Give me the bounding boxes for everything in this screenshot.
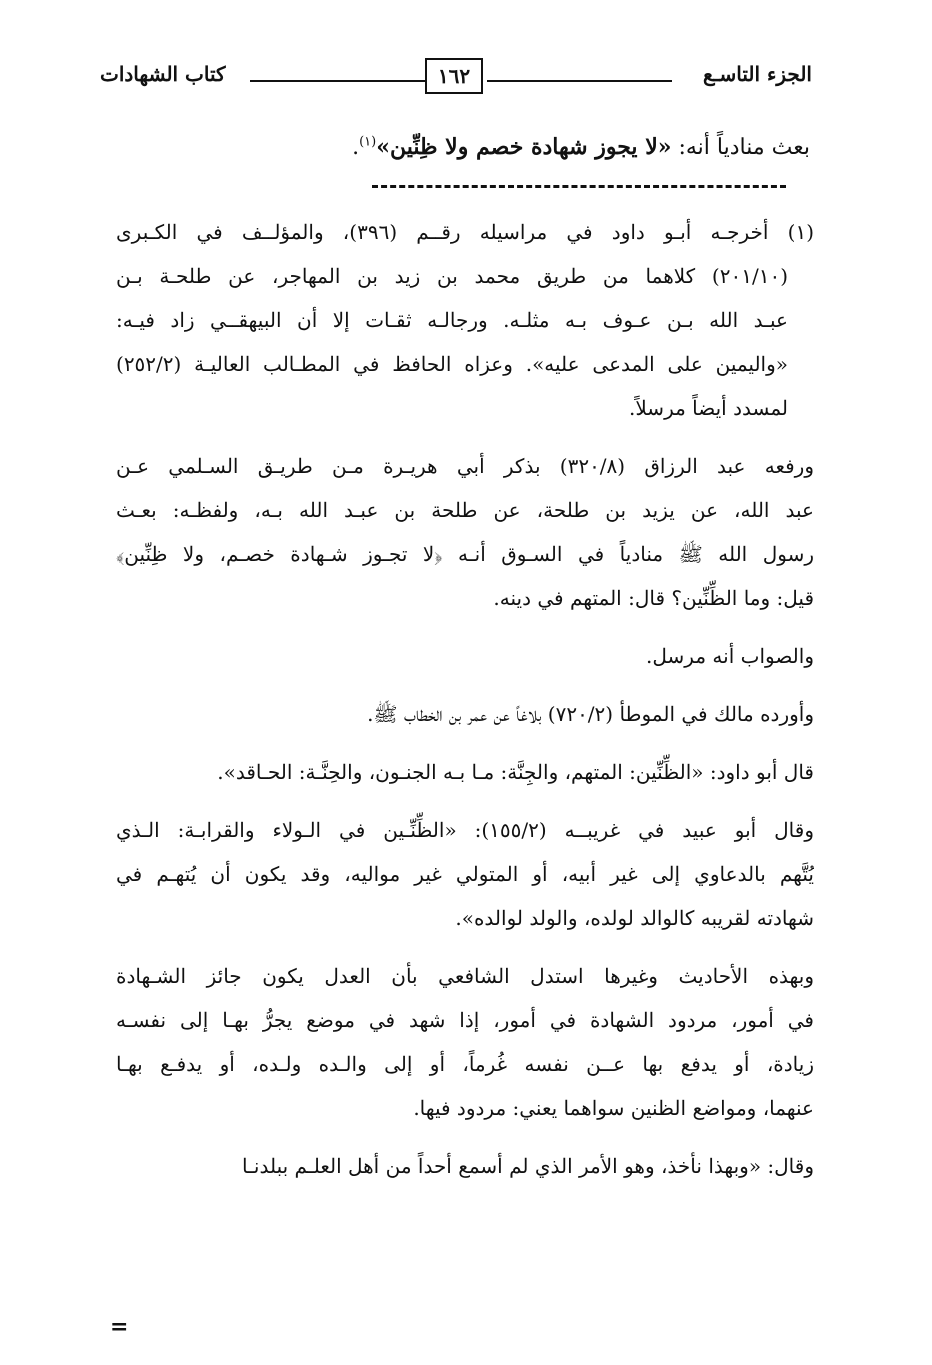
footnote-line: عبد الله، عن يزيد بن طلحة، عن طلحة بن عبـد الله بـه، ولفظـه: بعـث (116, 498, 814, 522)
footnote-line: وبهذه الأحاديث وغيرها استدل الشافعي بأن العدل يكون جائز الشـهادة (116, 964, 814, 988)
footnotes (116, 210, 814, 1202)
footnote-line: لمسدد أيضاً مرسلاً. (629, 396, 788, 420)
footnote-line: (١) أخرجـه أبـو داود في مراسيله رقــم (٣٩٦)، والمؤلــف في الكـبرى (116, 220, 814, 244)
page-number: ١٦٢ (425, 58, 483, 94)
main-quote: «لا يجوز شهادة خصم ولا ظِنِّين» (376, 134, 672, 160)
footnote-line: وقال: «وبهذا نأخذ، وهو الأمر الذي لم أسمع أحداً من أهل العلـم ببلدنـا (241, 1154, 814, 1178)
header-rule-left (250, 80, 425, 82)
footnote-paragraph (116, 954, 814, 1130)
footnote-line: وقال أبو عبيد في غريبــه (١٥٥/٢): «الظِّنِّـين في الـولاء والقرابـة: الـذي (116, 818, 814, 842)
footnote-paragraph (116, 444, 814, 620)
footnote-line: عبـد الله بـن عـوف بـه مثلـه. ورجالـه ثقـات إلا أن البيهقــي زاد فيـه: (116, 308, 788, 332)
footnote-paragraph (116, 210, 814, 430)
header-part-title: الجزء التاسـع (702, 62, 812, 86)
footnote-line: وأورده مالك في الموطأ (٧٢٠/٢) بلاغاً عن عمر بن الخطاب ﷺ. (367, 702, 814, 726)
header-rule-right (487, 80, 672, 82)
footnote-line: في أمور، مردود الشهادة في أمور، إذا شهد في موضع يجرُّ بهـا إلى نفسـه (116, 1008, 814, 1032)
running-header (100, 58, 812, 98)
footnote-paragraph (116, 808, 814, 940)
footnote-line: (٢٠١/١٠) كلاهما من طريق محمد بن زيد بن المهاجر، عن طلحـة بـن (116, 264, 788, 288)
footnote-line: «واليمين على المدعى عليه». وعزاه الحافظ في المطـالب العاليـة (٢٥٢/٢) (116, 352, 788, 376)
footnote-line: قال أبو داود: «الظِّنِّين: المتهم، والجِنَّة: مـا بـه الجنـون، والحِنَّـة: الحـاقد». (217, 760, 814, 784)
footnote-paragraph (116, 692, 814, 736)
footnote-line: قيل: وما الظِّنِّين؟ قال: المتهم في دينه. (493, 586, 814, 610)
footnote-line: ورفعه عبد الرزاق (٣٢٠/٨) بذكر أبي هريـرة مـن طريـق السـلمي عـن (116, 454, 814, 478)
footnote-separator (372, 185, 786, 188)
footnote-paragraph (116, 634, 814, 678)
footnote-paragraph (116, 750, 814, 794)
footnote-line: والصواب أنه مرسل. (646, 644, 814, 668)
footnote-line: رسول الله ﷺ منادياً في السـوق أنـه ﴿لا تجـوز شـهادة خصـم، ولا ظِنِّين﴾ (116, 542, 814, 566)
continuation-mark: = (110, 1314, 129, 1340)
header-book-title: كتاب الشهادات (100, 62, 226, 86)
main-text (120, 134, 810, 160)
footnote-paragraph (116, 1144, 814, 1188)
footnote-reference: (١) (359, 134, 377, 150)
footnote-line: زيادة، أو يدفع بها عــن نفسه غُرماً، أو إلى والـده ولـده، أو يدفـع بهـا (116, 1052, 814, 1076)
main-text-suffix: . (352, 135, 360, 160)
footnote-line: عنهما، ومواضع الظنين سواهما يعني: مردود فيها. (413, 1096, 814, 1120)
footnote-line: شهادته لقريبه كالوالد لولده، والولد لوالده». (455, 906, 814, 930)
footnote-line: يُتَّهم بالدعاوي إلى غير أبيه، أو المتولي غير مواليه، وقد يكون أن يُتهـم في (116, 862, 814, 886)
main-text-prefix: بعث منادياً أنه: (671, 135, 810, 160)
